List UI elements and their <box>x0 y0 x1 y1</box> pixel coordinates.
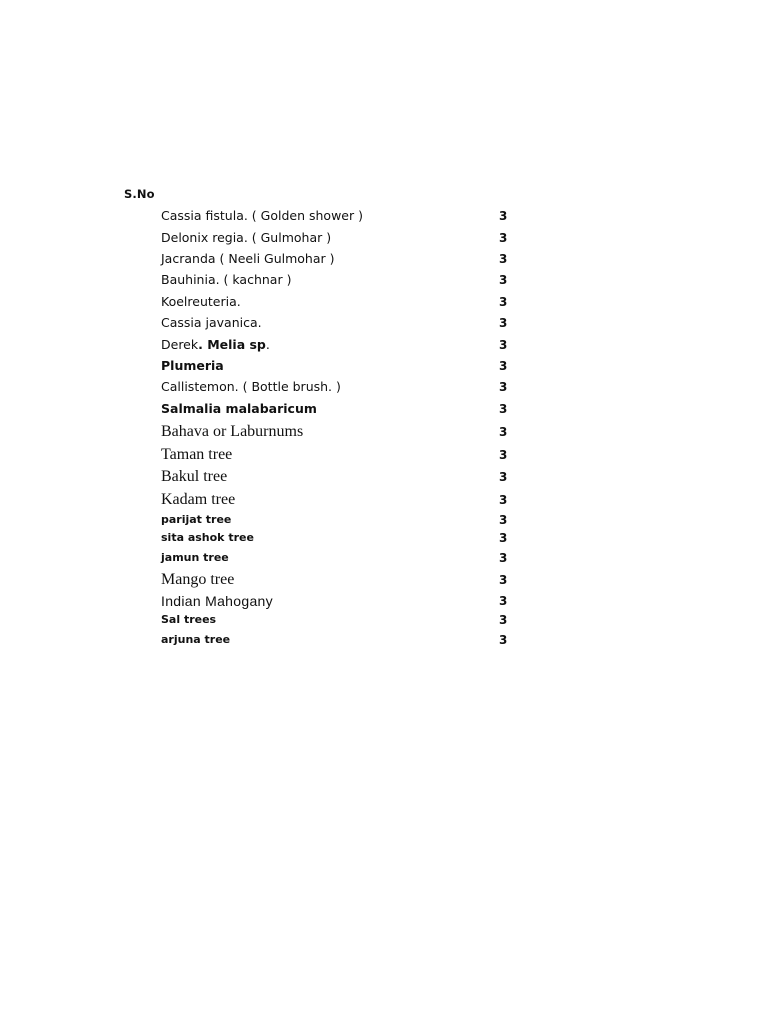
list-item <box>0 249 768 269</box>
tree-quantity: 3 <box>499 493 508 507</box>
tree-quantity: 3 <box>499 470 508 484</box>
tree-quantity: 3 <box>499 209 508 223</box>
tree-quantity: 3 <box>499 295 508 309</box>
tree-name: Bauhinia. ( kachnar ) <box>161 272 292 287</box>
tree-name: Jacranda ( Neeli Gulmohar ) <box>161 251 335 266</box>
list-item <box>0 510 768 530</box>
list-item <box>0 335 768 355</box>
tree-name: Callistemon. ( Bottle brush. ) <box>161 379 341 394</box>
list-item <box>0 591 768 611</box>
tree-name: Indian Mahogany <box>161 593 273 609</box>
list-item <box>0 270 768 290</box>
tree-name: Koelreuteria. <box>161 294 241 309</box>
tree-name: sita ashok tree <box>161 531 254 544</box>
tree-name-bold: . Melia sp <box>198 337 266 352</box>
tree-name: Cassia javanica. <box>161 315 262 330</box>
tree-name: Kadam tree <box>161 491 236 508</box>
tree-quantity: 3 <box>499 551 508 565</box>
list-item <box>0 292 768 312</box>
tree-quantity: 3 <box>499 380 508 394</box>
tree-quantity: 3 <box>499 338 508 352</box>
tree-name <box>161 335 270 355</box>
list-item <box>0 570 768 590</box>
tree-name: Taman tree <box>161 446 233 463</box>
tree-quantity: 3 <box>499 402 508 416</box>
tree-quantity: 3 <box>499 425 508 439</box>
list-item <box>0 399 768 419</box>
tree-name: Mango tree <box>161 571 235 588</box>
list-item <box>0 313 768 333</box>
tree-name: Plumeria <box>161 358 224 373</box>
list-item <box>0 356 768 376</box>
tree-quantity: 3 <box>499 513 508 527</box>
tree-quantity: 3 <box>499 531 508 545</box>
tree-name: Sal trees <box>161 613 217 626</box>
tree-name: Bakul tree <box>161 468 228 485</box>
list-item <box>0 206 768 226</box>
tree-quantity: 3 <box>499 231 508 245</box>
list-item <box>0 228 768 248</box>
list-item <box>0 422 768 442</box>
tree-quantity: 3 <box>499 252 508 266</box>
sno-header: S.No <box>124 187 155 201</box>
tree-quantity: 3 <box>499 359 508 373</box>
list-item <box>0 630 768 650</box>
tree-quantity: 3 <box>499 573 508 587</box>
tree-name: Salmalia malabaricum <box>161 401 317 416</box>
tree-name: Cassia fistula. ( Golden shower ) <box>161 208 363 223</box>
tree-name-suffix: . <box>265 337 270 352</box>
list-item <box>0 548 768 568</box>
tree-name: jamun tree <box>161 551 229 564</box>
tree-quantity: 3 <box>499 316 508 330</box>
tree-name: Bahava or Laburnums <box>161 423 304 440</box>
tree-name: parijat tree <box>161 513 232 526</box>
list-item <box>0 528 768 548</box>
tree-name: Delonix regia. ( Gulmohar ) <box>161 230 332 245</box>
tree-quantity: 3 <box>499 613 508 627</box>
list-item <box>0 445 768 465</box>
list-item <box>0 377 768 397</box>
tree-quantity: 3 <box>499 273 508 287</box>
tree-quantity: 3 <box>499 594 508 608</box>
list-item <box>0 490 768 510</box>
tree-name-prefix: Derek <box>161 337 199 352</box>
list-item <box>0 610 768 630</box>
tree-quantity: 3 <box>499 633 508 647</box>
list-item <box>0 467 768 487</box>
tree-quantity: 3 <box>499 448 508 462</box>
tree-name: arjuna tree <box>161 633 231 646</box>
